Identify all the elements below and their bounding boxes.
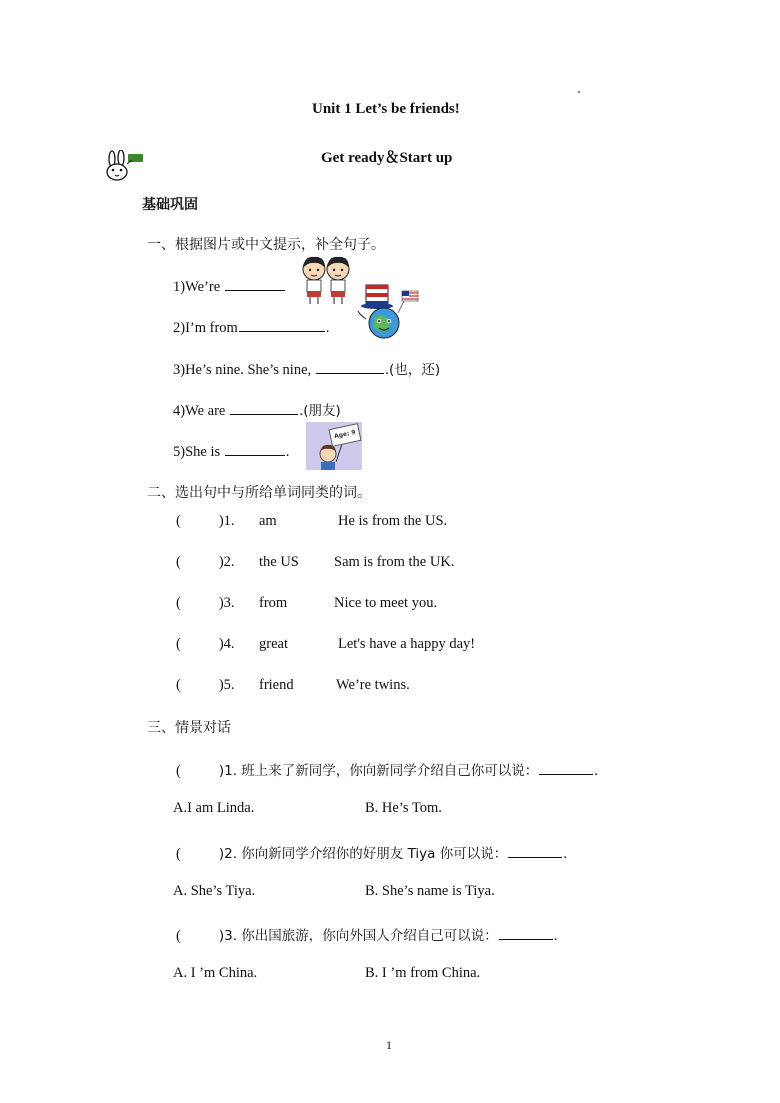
part2-item-4: ( )4. great Let's have a happy day! xyxy=(176,636,476,652)
part3-question-3: ( )3. 你出国旅游，你向外国人介绍自己可以说： . xyxy=(176,924,557,945)
answer-blank[interactable] xyxy=(230,400,298,415)
part2-item-5: ( )5. friend We’re twins. xyxy=(176,677,410,693)
answer-blank[interactable] xyxy=(316,359,384,374)
part3-heading: 三、情景对话 xyxy=(147,720,231,736)
part3-q2-option-b[interactable]: B. She’s name is Tiya. xyxy=(365,883,495,899)
part3-q2-option-a[interactable]: A. She’s Tiya. xyxy=(173,883,256,899)
part2-item-2: ( )2. the US Sam is from the UK. xyxy=(176,554,455,570)
page-title: Unit 1 Let’s be friends! xyxy=(312,101,460,117)
twins-illustration xyxy=(298,254,356,306)
answer-blank[interactable] xyxy=(499,925,553,940)
us-globe-illustration xyxy=(352,283,422,345)
part1-heading: 一、根据图片或中文提示，补全句子。 xyxy=(147,237,385,253)
part2-item-3: ( )3. from Nice to meet you. xyxy=(176,595,438,611)
answer-blank[interactable] xyxy=(508,843,562,858)
speck xyxy=(578,91,580,93)
part3-q3-option-a[interactable]: A. I ’m China. xyxy=(173,965,258,981)
part1-item-3: 3)He’s nine. She’s nine, .(也，还) xyxy=(173,358,440,379)
part2-item-1: ( )1. am He is from the US. xyxy=(176,513,448,529)
rabbit-mascot-icon xyxy=(102,150,146,182)
age-sign-illustration xyxy=(306,422,362,470)
section-basic: 基础巩固 xyxy=(142,197,198,213)
part1-item-4: 4)We are .(朋友) xyxy=(173,399,341,420)
age-sign: Age: 9 xyxy=(328,423,361,447)
part3-q1-option-b[interactable]: B. He’s Tom. xyxy=(365,800,442,816)
part3-q3-option-b[interactable]: B. I ’m from China. xyxy=(365,965,481,981)
part1-item-2: 2)I’m from . xyxy=(173,317,329,337)
answer-blank[interactable] xyxy=(239,317,325,332)
answer-blank[interactable] xyxy=(225,276,285,291)
page-number: 1 xyxy=(386,1038,392,1052)
part1-item-5: 5)She is . xyxy=(173,441,289,461)
part1-item-1: 1)We’re xyxy=(173,276,286,296)
answer-blank[interactable] xyxy=(225,441,285,456)
answer-blank[interactable] xyxy=(539,760,593,775)
part3-question-2: ( )2. 你向新同学介绍你的好朋友 Tiya 你可以说： . xyxy=(176,842,567,863)
part3-question-1: ( )1. 班上来了新同学，你向新同学介绍自己你可以说： . xyxy=(176,759,598,780)
part3-q1-option-a[interactable]: A.I am Linda. xyxy=(173,800,255,816)
part2-heading: 二、选出句中与所给单词同类的词。 xyxy=(147,485,371,501)
page-subtitle: Get ready＆Start up xyxy=(321,150,453,166)
